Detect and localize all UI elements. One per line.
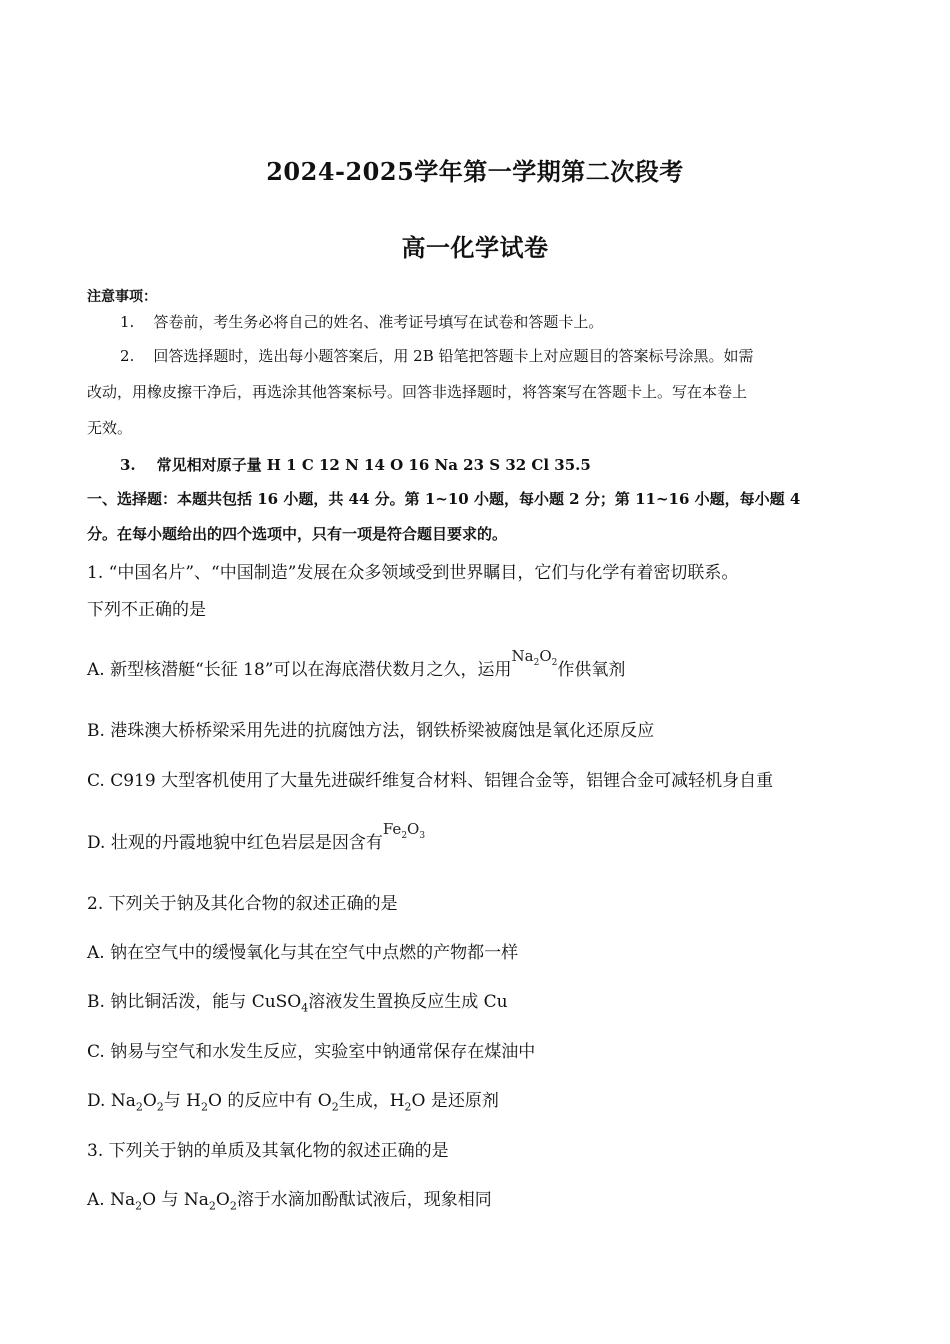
notice-item-3-text: 常见相对原子量 H 1 C 12 N 14 O 16 Na 23 S 32 Cl 35.5 — [156, 456, 591, 474]
text-part: O 的反应中有 O — [208, 1091, 332, 1111]
section1-instructions-line1: 一、选择题：本题共包括 16 小题，共 44 分。第 1~10 小题，每小题 2 分；第 11~16 小题，每小题 4 — [87, 490, 801, 508]
formula-sub-2a: 2 — [533, 658, 540, 668]
exam-subtitle: 高一化学试卷 — [401, 233, 549, 262]
question-2-option-b-text-end: 溶液发生置换反应生成 Cu — [308, 992, 508, 1012]
notice-item-1 — [120, 311, 603, 332]
subscript: 2 — [135, 1199, 143, 1213]
question-2-option-d — [87, 1086, 499, 1113]
question-1-option-d — [87, 820, 426, 855]
text-part: D. Na — [87, 1091, 136, 1111]
question-1-option-a-text: A. 新型核潜艇“长征 18”可以在海底潜伏数月之久，运用 — [87, 660, 512, 680]
question-1-option-d-text: D. 壮观的丹霞地貌中红色岩层是因含有 — [87, 833, 383, 853]
subscript: 2 — [331, 1100, 339, 1114]
subscript: 2 — [201, 1100, 209, 1114]
question-1-option-c: C. C919 大型客机使用了大量先进碳纤维复合材料、铝锂合金等，铝锂合金可减轻机身自重 — [87, 771, 774, 791]
text-part: 生成，H — [338, 1091, 405, 1111]
text-part: O 与 Na — [142, 1190, 209, 1210]
notice-item-2-text-line1: 回答选择题时，选出每小题答案后，用 2B 铅笔把答题卡上对应题目的答案标号涂黑。如需 — [153, 347, 754, 365]
notice-item-2-text-line3: 无效。 — [87, 419, 133, 437]
exam-title: 2024-2025学年第一学期第二次段考 — [266, 157, 684, 186]
formula-sub-2: 2 — [401, 831, 408, 841]
question-1-option-a-text-end: 作供氧剂 — [557, 660, 626, 680]
question-1-stem-line2: 下列不正确的是 — [87, 600, 206, 620]
notice-item-1-text: 答卷前，考生务必将自己的姓名、准考证号填写在试卷和答题卡上。 — [153, 313, 604, 331]
subscript: 2 — [404, 1100, 412, 1114]
text-part: 溶于水滴加酚酞试液后，现象相同 — [236, 1190, 492, 1210]
question-2-option-b-text: B. 钠比铜活泼，能与 CuSO — [87, 992, 302, 1012]
question-3-stem: 3. 下列关于钠的单质及其氧化物的叙述正确的是 — [87, 1141, 449, 1161]
subscript: 2 — [156, 1100, 164, 1114]
notice-heading: 注意事项： — [87, 289, 157, 305]
text-part: O — [142, 1091, 157, 1111]
notice-item-1-number: 1. — [120, 313, 135, 331]
subscript-4: 4 — [301, 1001, 309, 1015]
question-3-option-a — [87, 1185, 492, 1212]
formula-na: Na — [511, 647, 534, 665]
subscript: 2 — [135, 1100, 143, 1114]
text-part: A. Na — [87, 1190, 136, 1210]
notice-item-2-text-line2: 改动，用橡皮擦干净后，再选涂其他答案标号。回答非选择题时，将答案写在答题卡上。写在本卷上 — [87, 383, 748, 401]
question-2-option-b — [87, 987, 508, 1014]
notice-item-2 — [120, 345, 754, 366]
notice-item-3-number: 3. — [120, 456, 136, 474]
formula-o: O — [539, 647, 552, 665]
formula-fe: Fe — [382, 820, 402, 838]
subscript: 2 — [208, 1199, 216, 1213]
subscript: 2 — [229, 1199, 237, 1213]
text-part: 与 H — [163, 1091, 202, 1111]
question-1-stem-line1: 1. “中国名片”、“中国制造”发展在众多领域受到世界瞩目，它们与化学有着密切联系。 — [87, 563, 739, 583]
formula-image-na2o2 — [512, 647, 558, 668]
question-2-option-a: A. 钠在空气中的缓慢氧化与其在空气中点燃的产物都一样 — [87, 943, 519, 963]
formula-sub-2b: 2 — [551, 658, 558, 668]
text-part: O — [215, 1190, 230, 1210]
text-part: O 是还原剂 — [411, 1091, 499, 1111]
notice-item-2-number: 2. — [120, 347, 135, 365]
section1-instructions-line2: 分。在每小题给出的四个选项中，只有一项是符合题目要求的。 — [87, 525, 508, 543]
question-2-option-c: C. 钠易与空气和水发生反应，实验室中钠通常保存在煤油中 — [87, 1042, 536, 1062]
formula-image-fe2o3 — [383, 820, 425, 841]
question-1-option-b: B. 港珠澳大桥桥梁采用先进的抗腐蚀方法，钢铁桥梁被腐蚀是氧化还原反应 — [87, 721, 655, 741]
formula-sub-3: 3 — [419, 831, 426, 841]
notice-item-3 — [120, 454, 591, 475]
question-1-option-a — [87, 647, 626, 682]
question-2-stem: 2. 下列关于钠及其化合物的叙述正确的是 — [87, 894, 398, 914]
formula-o: O — [407, 820, 420, 838]
